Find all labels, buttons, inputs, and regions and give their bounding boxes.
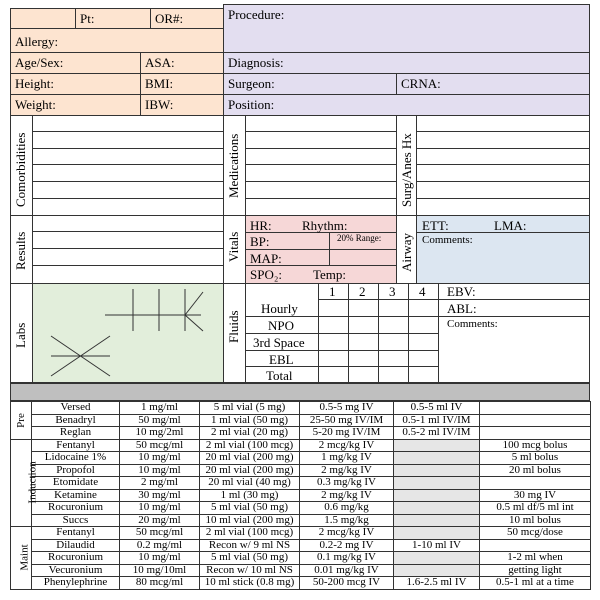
surgeon-label: Surgeon: — [228, 76, 275, 91]
drug-row — [11, 564, 591, 577]
bmi-label: BMI: — [145, 76, 174, 91]
drug-name-cell: Vecuronium — [32, 564, 120, 577]
drug-row — [11, 477, 591, 490]
drug-row — [11, 502, 591, 515]
drug-name-cell: Lidocaine 1% — [32, 452, 120, 465]
labs-label: Labs — [13, 322, 28, 348]
drug-vol-cell: 0.5-2 ml IV/IM — [394, 427, 480, 440]
drug-name-cell: Fentanyl — [32, 439, 120, 452]
drug-dose-cell: 5-20 mg IV/IM — [300, 427, 394, 440]
drug-dose-cell: 2 mcg/kg IV — [300, 439, 394, 452]
drug-note-cell — [480, 539, 591, 552]
drug-group-induction — [11, 439, 39, 527]
drug-vol-cell — [394, 527, 480, 540]
pt-label: Pt: — [80, 11, 95, 26]
comorbidities-label: Comorbidities — [13, 132, 28, 207]
drug-supply-cell: 10 ml stick (0.8 mg) — [200, 577, 300, 590]
diagnosis-label: Diagnosis: — [228, 55, 284, 70]
drug-conc-cell: 80 mcg/ml — [120, 577, 200, 590]
drug-name-cell: Succs — [32, 514, 120, 527]
drug-name-cell: Etomidate — [32, 477, 120, 490]
fluids-comments-label[interactable]: Comments: — [447, 318, 498, 330]
drug-conc-cell: 30 mg/ml — [120, 489, 200, 502]
position-field[interactable] — [223, 94, 590, 116]
drug-vol-cell — [394, 552, 480, 565]
weight-field[interactable] — [10, 94, 141, 116]
fluids-row-total: Total — [266, 368, 293, 383]
drug-conc-cell: 10 mg/ml — [120, 552, 200, 565]
fluids-row-3rd-space: 3rd Space — [253, 335, 305, 350]
procedure-field[interactable] — [223, 4, 590, 53]
drug-row — [11, 427, 591, 440]
drug-supply-cell: 5 ml vial (5 mg) — [200, 402, 300, 415]
drug-name-cell: Ketamine — [32, 489, 120, 502]
drug-dose-cell: 0.3 mg/kg IV — [300, 477, 394, 490]
pt-field[interactable] — [75, 8, 151, 29]
drug-vol-cell: 1.6-2.5 ml IV — [394, 577, 480, 590]
fluids-col-2: 2 — [359, 284, 366, 299]
drug-note-cell: 1-2 ml when — [480, 552, 591, 565]
drug-vol-cell — [394, 489, 480, 502]
weight-label: Weight: — [15, 97, 56, 112]
drug-supply-cell: 5 ml vial (50 mg) — [200, 502, 300, 515]
abl-label[interactable]: ABL: — [447, 301, 477, 316]
procedure-label: Procedure: — [228, 7, 285, 22]
drug-group-label: Pre — [14, 412, 27, 428]
drug-row — [11, 577, 591, 590]
drug-row — [11, 439, 591, 452]
agesex-label: Age/Sex: — [15, 55, 64, 70]
drug-supply-cell: 2 ml vial (20 mg) — [200, 427, 300, 440]
drug-vol-cell: 0.5-5 ml IV — [394, 402, 480, 415]
results-label: Results — [13, 231, 28, 270]
drug-dose-cell: 2 mcg/kg IV — [300, 527, 394, 540]
drug-note-cell: 0.5-1 ml at a time — [480, 577, 591, 590]
fluids-col-1: 1 — [329, 284, 336, 299]
bp-label[interactable]: BP: — [250, 234, 270, 249]
drug-group-label: Induction — [26, 461, 39, 504]
drug-vol-cell: 0.5-1 ml IV/IM — [394, 414, 480, 427]
drug-name-cell: Benadryl — [32, 414, 120, 427]
bmi-field[interactable] — [140, 73, 224, 95]
drug-name-cell: Phenylephrine — [32, 577, 120, 590]
separator-bar — [10, 383, 590, 401]
drug-supply-cell: 20 ml vial (200 mg) — [200, 464, 300, 477]
surgeon-field[interactable] — [223, 73, 397, 95]
drug-note-cell: 100 mcg bolus — [480, 439, 591, 452]
temp-label[interactable]: Temp: — [313, 267, 347, 282]
pt-spacer — [10, 8, 76, 29]
drug-supply-cell: Recon w/ 10 ml NS — [200, 564, 300, 577]
ett-label[interactable]: ETT: — [422, 218, 449, 233]
drug-vol-cell — [394, 439, 480, 452]
drug-dose-cell: 0.5-5 mg IV — [300, 402, 394, 415]
drug-dose-cell: 25-50 mg IV/IM — [300, 414, 394, 427]
drug-supply-cell: 2 ml vial (100 mcg) — [200, 439, 300, 452]
fluids-row-npo: NPO — [268, 318, 295, 333]
drug-dose-cell: 0.6 mg/kg — [300, 502, 394, 515]
ebv-label[interactable]: EBV: — [447, 284, 476, 299]
drug-supply-cell: 1 ml vial (50 mg) — [200, 414, 300, 427]
medications-label: Medications — [226, 133, 241, 198]
fluids-col-4: 4 — [419, 284, 426, 299]
drug-conc-cell: 10 mg/ml — [120, 452, 200, 465]
drug-note-cell: 20 ml bolus — [480, 464, 591, 477]
drug-row — [11, 464, 591, 477]
drug-reference-table — [10, 401, 591, 590]
drug-vol-cell — [394, 452, 480, 465]
drug-vol-cell — [394, 464, 480, 477]
drug-note-cell: 10 ml bolus — [480, 514, 591, 527]
drug-note-cell: getting light — [480, 564, 591, 577]
drug-name-cell: Propofol — [32, 464, 120, 477]
drug-note-cell: 5 ml bolus — [480, 452, 591, 465]
or-field[interactable] — [150, 8, 224, 29]
drug-dose-cell: 1 mg/kg IV — [300, 452, 394, 465]
labs-panel[interactable] — [33, 284, 223, 382]
fluids-row-ebl: EBL — [269, 352, 294, 367]
drug-row — [11, 514, 591, 527]
drug-row — [11, 552, 591, 565]
rhythm-label[interactable]: Rhythm: — [302, 218, 348, 233]
diagnosis-field[interactable] — [223, 52, 590, 74]
drug-supply-cell: 1 ml (30 mg) — [200, 489, 300, 502]
height-field[interactable] — [10, 73, 141, 95]
drug-note-cell — [480, 402, 591, 415]
drug-conc-cell: 10 mg/2ml — [120, 427, 200, 440]
surg-anes-hx-label: Surg/Anes Hx — [399, 133, 414, 207]
drug-group-maint — [11, 527, 32, 590]
allergy-label: Allergy: — [15, 34, 59, 49]
position-label: Position: — [228, 97, 275, 112]
drug-conc-cell: 20 mg/ml — [120, 514, 200, 527]
drug-supply-cell: 20 ml vial (40 mg) — [200, 477, 300, 490]
drug-dose-cell: 1.5 mg/kg — [300, 514, 394, 527]
fluids-label: Fluids — [226, 310, 241, 343]
vitals-label: Vitals — [226, 231, 241, 262]
fluids-col-3: 3 — [389, 284, 396, 299]
height-label: Height: — [15, 76, 54, 91]
drug-supply-cell: 2 ml vial (100 mcg) — [200, 527, 300, 540]
airway-label: Airway — [399, 233, 414, 272]
drug-vol-cell: 1-10 ml IV — [394, 539, 480, 552]
drug-vol-cell — [394, 514, 480, 527]
drug-name-cell: Fentanyl — [32, 527, 120, 540]
drug-conc-cell: 50 mg/ml — [120, 414, 200, 427]
map-label[interactable]: MAP: — [250, 251, 282, 266]
drug-supply-cell: Recon w/ 9 ml NS — [200, 539, 300, 552]
drug-dose-cell: 0.01 mg/kg IV — [300, 564, 394, 577]
ibw-label: IBW: — [145, 97, 174, 112]
drug-vol-cell — [394, 564, 480, 577]
allergy-field[interactable] — [10, 28, 224, 53]
drug-row — [11, 539, 591, 552]
crna-label: CRNA: — [401, 76, 441, 91]
crna-field[interactable] — [396, 73, 590, 95]
drug-vol-cell — [394, 477, 480, 490]
drug-dose-cell: 50-200 mcg IV — [300, 577, 394, 590]
drug-dose-cell: 0.1 mg/kg IV — [300, 552, 394, 565]
drug-row — [11, 452, 591, 465]
range-label[interactable]: 20% Range: — [337, 233, 382, 243]
drug-note-cell — [480, 477, 591, 490]
drug-dose-cell: 2 mg/kg IV — [300, 464, 394, 477]
drug-dose-cell: 2 mg/kg IV — [300, 489, 394, 502]
drug-note-cell: 30 mg IV — [480, 489, 591, 502]
drug-row — [11, 414, 591, 427]
drug-note-cell: 0.5 ml df/5 ml int — [480, 502, 591, 515]
spo2-label[interactable]: SPO₂: — [250, 267, 282, 282]
drug-conc-cell: 10 mg/ml — [120, 464, 200, 477]
or-label: OR#: — [155, 11, 184, 26]
asa-field[interactable] — [140, 52, 224, 74]
drug-group-label: Maint — [18, 544, 31, 571]
drug-supply-cell: 20 ml vial (200 mg) — [200, 452, 300, 465]
ibw-field[interactable] — [140, 94, 224, 116]
lma-label[interactable]: LMA: — [494, 218, 527, 233]
drug-conc-cell: 50 mcg/ml — [120, 439, 200, 452]
drug-supply-cell: 5 ml vial (50 mg) — [200, 552, 300, 565]
drug-vol-cell — [394, 502, 480, 515]
hr-label[interactable]: HR: — [250, 218, 272, 233]
labs-fishbone-diagram — [33, 284, 223, 382]
agesex-field[interactable] — [10, 52, 141, 74]
drug-group-pre — [11, 402, 32, 440]
drug-name-cell: Rocuronium — [32, 502, 120, 515]
fluids-row-hourly: Hourly — [261, 301, 298, 316]
asa-label: ASA: — [145, 55, 175, 70]
drug-dose-cell: 0.2-2 mg IV — [300, 539, 394, 552]
drug-note-cell: 50 mcg/dose — [480, 527, 591, 540]
drug-conc-cell: 2 mg/ml — [120, 477, 200, 490]
drug-name-cell: Reglan — [32, 427, 120, 440]
airway-comments-label[interactable]: Comments: — [422, 234, 473, 246]
drug-conc-cell: 1 mg/ml — [120, 402, 200, 415]
drug-note-cell — [480, 427, 591, 440]
drug-conc-cell: 50 mcg/ml — [120, 527, 200, 540]
drug-note-cell — [480, 414, 591, 427]
drug-conc-cell: 0.2 mg/ml — [120, 539, 200, 552]
drug-row — [11, 527, 591, 540]
drug-conc-cell: 10 mg/ml — [120, 502, 200, 515]
drug-row — [11, 489, 591, 502]
drug-supply-cell: 10 ml vial (200 mg) — [200, 514, 300, 527]
drug-name-cell: Rocuronium — [32, 552, 120, 565]
drug-row — [11, 402, 591, 415]
drug-name-cell: Dilaudid — [32, 539, 120, 552]
drug-name-cell: Versed — [32, 402, 120, 415]
drug-conc-cell: 10 mg/10ml — [120, 564, 200, 577]
